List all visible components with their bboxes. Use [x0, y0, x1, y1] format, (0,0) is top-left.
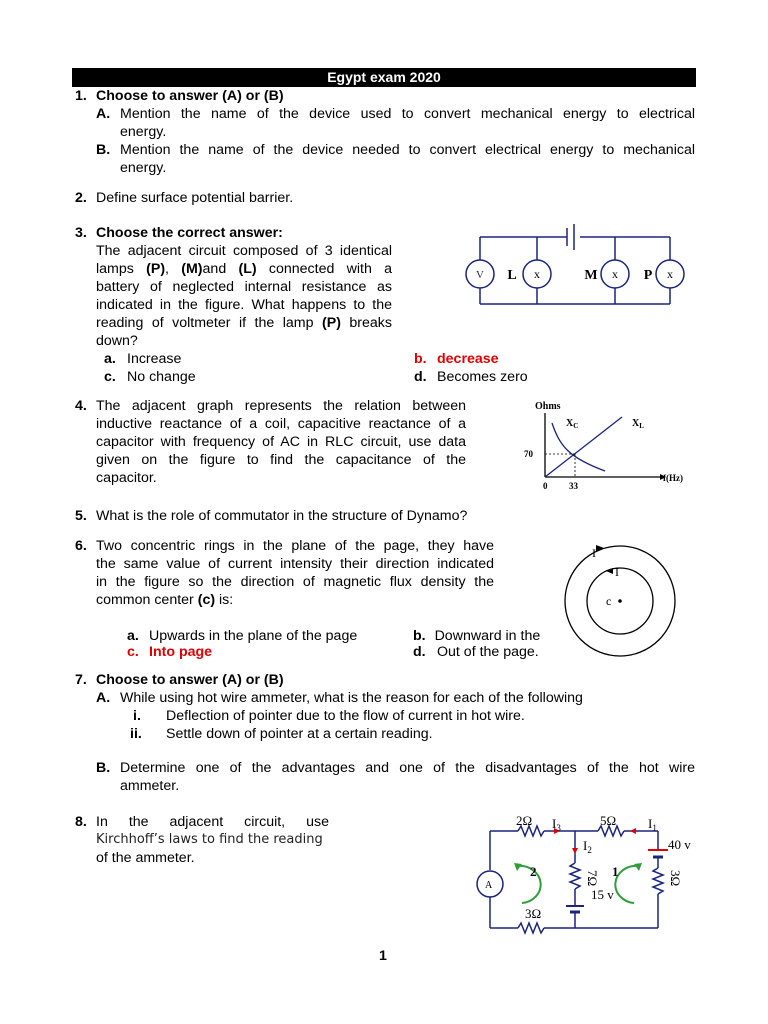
q8-line3: of the ammeter.	[96, 850, 195, 866]
option-letter: a.	[127, 628, 139, 644]
question-text: Define surface potential barrier.	[96, 190, 294, 206]
q7-ii-text: Settle down of pointer at a certain reading.	[166, 726, 433, 742]
i3-label: $I_3$	[552, 816, 561, 833]
q6-line1: Two concentric rings in the plane of the page, they have	[96, 538, 494, 554]
xc-label: $X_C$	[566, 418, 579, 430]
page-title: Egypt exam 2020	[72, 68, 696, 87]
loop2-label: 2	[530, 864, 537, 879]
option-c-correct: Into page	[149, 644, 213, 660]
q4-line1: The adjacent graph represents the relation between	[96, 398, 466, 414]
q7-b-line2: ammeter.	[120, 778, 180, 794]
center-label: c	[606, 594, 612, 608]
q1-a-line1: Mention the name of the device used to convert mechanical energy to electrical	[120, 106, 695, 122]
lamp-l-x: x	[534, 267, 540, 281]
option-b-correct: decrease	[437, 351, 499, 367]
page-number: 1	[379, 948, 387, 964]
x-tick-33: 33	[569, 481, 578, 491]
outer-current-label: I	[592, 546, 596, 560]
option-b-wrap: b. Downward in the	[413, 628, 541, 644]
lamps-circuit-figure	[455, 220, 695, 320]
q1-b-line2: energy.	[120, 160, 167, 176]
concentric-rings-figure	[560, 540, 690, 665]
r-right-label: 3Ω	[668, 870, 683, 887]
q6-line2: the same value of current intensity their direction indicated	[96, 556, 494, 572]
center-dot	[618, 599, 622, 603]
question-number: 6.	[75, 538, 87, 554]
option-letter: B.	[96, 760, 111, 776]
xl-label: $X_L$	[632, 418, 644, 430]
i2-label: $I_2$	[583, 838, 592, 855]
q3-line5: reading of voltmeter if the lamp (P) breaks	[96, 315, 392, 331]
option-d: Becomes zero	[437, 369, 528, 385]
option-letter: B.	[96, 142, 111, 158]
q8-line1: In the adjacent circuit, use	[96, 814, 329, 830]
option-letter: d.	[414, 369, 427, 385]
q3-line4: indicated in the figure. What happens to the	[96, 297, 392, 313]
q3-line3: battery of neglected internal resistance as	[96, 279, 392, 295]
q8-line2: Kirchhoff’s laws to find the reading	[96, 832, 323, 847]
lamp-p-x: x	[667, 267, 673, 281]
q4-line3: capacitor with frequency of AC in RLC circuit, use data	[96, 434, 466, 450]
q7-i-text: Deflection of pointer due to the flow of current in hot wire.	[166, 708, 525, 724]
r-top-right-label: 5Ω	[600, 813, 617, 828]
question-heading: Choose to answer (A) or (B)	[96, 88, 284, 104]
lamp-m-x: x	[612, 267, 618, 281]
v-mid-label: 15 v	[591, 887, 614, 902]
q3-line6: down?	[96, 333, 138, 349]
question-number: 2.	[75, 190, 87, 206]
q1-b-line1: Mention the name of the device needed to convert electrical energy to mechanical	[120, 142, 695, 158]
question-heading: Choose to answer (A) or (B)	[96, 672, 284, 688]
graph-ylabel: Ohms	[535, 401, 561, 412]
lamp-p-label: P	[643, 268, 653, 283]
q1-a-line2: energy.	[120, 124, 167, 140]
r-top-left-label: 2Ω	[516, 813, 533, 828]
loop1-label: 1	[612, 864, 619, 879]
roman-label: ii.	[130, 726, 142, 742]
q3-line1: The adjacent circuit composed of 3 identical	[96, 243, 392, 259]
lamp-l-label: L	[507, 268, 517, 283]
question-number: 7.	[75, 672, 87, 688]
graph-xlabel: f(Hz)	[663, 473, 683, 483]
xc-curve	[552, 423, 605, 471]
q7-a-text: While using hot wire ammeter, what is the reason for each of the following	[120, 690, 583, 706]
y-tick-70: 70	[524, 449, 533, 459]
q3-line2: lamps (P), (M)and (L) connected with a	[96, 261, 392, 277]
question-number: 4.	[75, 398, 87, 414]
q4-line2: inductive reactance of a coil, capacitive reactance of a	[96, 416, 466, 432]
q4-line4: given on the figure to find the capacitance of the	[96, 452, 466, 468]
option-letter: b.	[414, 351, 427, 367]
option-d: Out of the page.	[437, 644, 539, 660]
origin-label: 0	[543, 481, 548, 491]
option-letter: c.	[104, 369, 116, 385]
xl-line	[545, 417, 622, 477]
r-mid-label: 7Ω	[585, 870, 600, 887]
option-letter: A.	[96, 106, 111, 122]
option-letter: a.	[104, 351, 116, 367]
v-right-label: 40 v	[668, 837, 691, 852]
question-number: 8.	[75, 814, 87, 830]
option-letter: c.	[127, 644, 139, 660]
i1-label: $I_1$	[648, 816, 657, 833]
question-number: 3.	[75, 225, 87, 241]
r-bottom-label: 3Ω	[525, 906, 542, 921]
option-letter: d.	[413, 644, 426, 660]
question-heading: Choose the correct answer:	[96, 225, 283, 241]
option-c: No change	[127, 369, 196, 385]
option-b: Downward in the	[434, 628, 541, 644]
voltmeter-label: V	[476, 269, 484, 281]
question-number: 5.	[75, 508, 87, 524]
option-a: Upwards in the plane of the page	[149, 628, 358, 644]
q6-line4: common center (c) is:	[96, 592, 234, 608]
question-text: What is the role of commutator in the structure of Dynamo?	[96, 508, 468, 524]
option-a: Increase	[127, 351, 182, 367]
ammeter-label: A	[485, 880, 493, 891]
question-number: 1.	[75, 88, 87, 104]
reactance-graph	[510, 395, 700, 495]
lamp-m-label: M	[584, 268, 598, 283]
kirchhoff-circuit-figure	[470, 808, 700, 943]
q4-line5: capacitor.	[96, 470, 157, 486]
q6-line3: in the figure so the direction of magnetic flux density the	[96, 574, 494, 590]
option-letter: A.	[96, 690, 111, 706]
roman-label: i.	[133, 708, 141, 724]
inner-current-label: I	[615, 565, 619, 579]
inner-current-arrow	[606, 568, 613, 574]
q7-b-line1: Determine one of the advantages and one of the disadvantages of the hot wire	[120, 760, 695, 776]
